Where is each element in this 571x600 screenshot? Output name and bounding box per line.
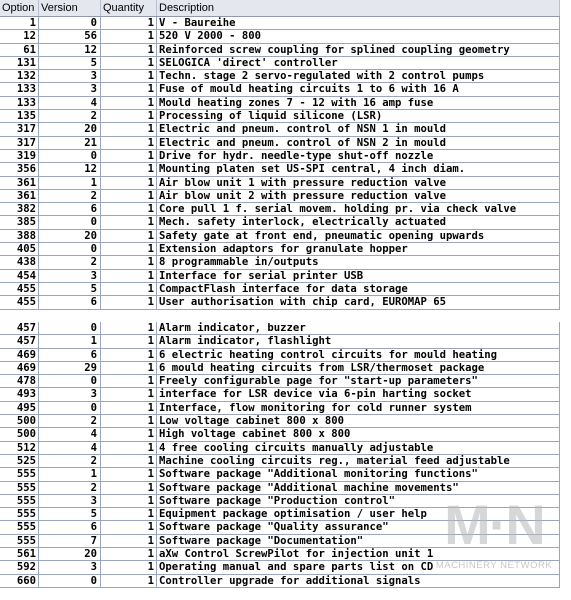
table-row[interactable] bbox=[0, 455, 560, 468]
column-header-quantity[interactable]: Quantity bbox=[101, 0, 157, 16]
quantity-cell: 1 bbox=[101, 322, 157, 334]
table-row[interactable] bbox=[0, 402, 560, 415]
table-row[interactable] bbox=[0, 216, 560, 229]
option-cell: 561 bbox=[0, 548, 39, 560]
description-cell: Controller upgrade for additional signals bbox=[157, 575, 560, 587]
description-cell: Operating manual and spare parts list on CD bbox=[157, 561, 560, 573]
option-cell: 455 bbox=[0, 296, 39, 308]
table-row[interactable] bbox=[0, 177, 560, 190]
quantity-cell: 1 bbox=[101, 57, 157, 69]
description-cell: Interface, flow monitoring for cold runner system bbox=[157, 402, 560, 414]
version-cell: 20 bbox=[39, 123, 101, 135]
description-cell: Mould heating zones 7 - 12 with 16 amp fuse bbox=[157, 97, 560, 109]
version-cell: 5 bbox=[39, 508, 101, 520]
quantity-cell: 1 bbox=[101, 216, 157, 228]
table-row[interactable] bbox=[0, 388, 560, 401]
option-cell: 555 bbox=[0, 521, 39, 533]
option-cell: 61 bbox=[0, 44, 39, 56]
description-cell: High voltage cabinet 800 x 800 bbox=[157, 428, 560, 440]
description-cell: Fuse of mould heating circuits 1 to 6 with 16 A bbox=[157, 83, 560, 95]
description-cell: Interface for serial printer USB bbox=[157, 270, 560, 282]
version-cell: 6 bbox=[39, 203, 101, 215]
quantity-cell: 1 bbox=[101, 455, 157, 467]
version-cell: 3 bbox=[39, 83, 101, 95]
option-cell: 555 bbox=[0, 535, 39, 547]
quantity-cell: 1 bbox=[101, 123, 157, 135]
description-cell: V - Baureihe bbox=[157, 17, 560, 29]
table-row[interactable] bbox=[0, 468, 560, 481]
table-row[interactable] bbox=[0, 561, 560, 574]
quantity-cell: 1 bbox=[101, 137, 157, 149]
option-cell: 132 bbox=[0, 70, 39, 82]
description-cell: Electric and pneum. control of NSN 2 in mould bbox=[157, 137, 560, 149]
option-cell: 382 bbox=[0, 203, 39, 215]
option-cell: 135 bbox=[0, 110, 39, 122]
description-cell: 4 free cooling circuits manually adjustable bbox=[157, 442, 560, 454]
version-cell: 0 bbox=[39, 216, 101, 228]
version-cell: 0 bbox=[39, 575, 101, 587]
description-cell: Mech. safety interlock, electrically actuated bbox=[157, 216, 560, 228]
table-row[interactable] bbox=[0, 415, 560, 428]
description-cell: Software package "Quality assurance" bbox=[157, 521, 560, 533]
table-row[interactable] bbox=[0, 575, 560, 588]
version-cell: 20 bbox=[39, 548, 101, 560]
description-cell: Software package "Additional machine movements" bbox=[157, 482, 560, 494]
quantity-cell: 1 bbox=[101, 495, 157, 507]
table-row[interactable] bbox=[0, 30, 560, 43]
option-cell: 356 bbox=[0, 163, 39, 175]
version-cell: 1 bbox=[39, 335, 101, 347]
option-cell: 133 bbox=[0, 97, 39, 109]
table-row[interactable] bbox=[0, 150, 560, 163]
watermark-text: MACHINERY NETWORK bbox=[435, 560, 553, 571]
table-row[interactable] bbox=[0, 203, 560, 216]
quantity-cell: 1 bbox=[101, 283, 157, 295]
table-row[interactable] bbox=[0, 110, 560, 123]
option-cell: 317 bbox=[0, 123, 39, 135]
version-cell: 12 bbox=[39, 44, 101, 56]
version-cell: 29 bbox=[39, 362, 101, 374]
version-cell: 56 bbox=[39, 30, 101, 42]
description-cell: Drive for hydr. needle-type shut-off nozzle bbox=[157, 150, 560, 162]
option-cell: 478 bbox=[0, 375, 39, 387]
quantity-cell: 1 bbox=[101, 415, 157, 427]
version-cell: 3 bbox=[39, 495, 101, 507]
table-row[interactable] bbox=[0, 335, 560, 348]
column-header-description[interactable]: Description bbox=[157, 0, 560, 16]
quantity-cell: 1 bbox=[101, 70, 157, 82]
quantity-cell: 1 bbox=[101, 243, 157, 255]
table-row[interactable] bbox=[0, 17, 560, 30]
version-cell: 12 bbox=[39, 163, 101, 175]
table-row[interactable] bbox=[0, 270, 560, 283]
option-cell: 500 bbox=[0, 428, 39, 440]
table-separator bbox=[0, 315, 571, 322]
column-header-option[interactable]: Option bbox=[0, 0, 39, 16]
quantity-cell: 1 bbox=[101, 30, 157, 42]
description-cell: User authorisation with chip card, EUROMAP 65 bbox=[157, 296, 560, 308]
quantity-cell: 1 bbox=[101, 349, 157, 361]
option-cell: 361 bbox=[0, 190, 39, 202]
option-cell: 12 bbox=[0, 30, 39, 42]
quantity-cell: 1 bbox=[101, 83, 157, 95]
options-table-bottom bbox=[0, 322, 560, 588]
table-row[interactable] bbox=[0, 428, 560, 441]
description-cell: Equipment package optimisation / user help bbox=[157, 508, 560, 520]
table-row[interactable] bbox=[0, 57, 560, 70]
version-cell: 3 bbox=[39, 561, 101, 573]
version-cell: 0 bbox=[39, 17, 101, 29]
description-cell: Alarm indicator, buzzer bbox=[157, 322, 560, 334]
quantity-cell: 1 bbox=[101, 442, 157, 454]
table-row[interactable] bbox=[0, 190, 560, 203]
table-row[interactable] bbox=[0, 83, 560, 96]
option-cell: 438 bbox=[0, 256, 39, 268]
option-cell: 495 bbox=[0, 402, 39, 414]
description-cell: Alarm indicator, flashlight bbox=[157, 335, 560, 347]
quantity-cell: 1 bbox=[101, 296, 157, 308]
table-row[interactable] bbox=[0, 296, 560, 309]
quantity-cell: 1 bbox=[101, 508, 157, 520]
description-cell: Core pull 1 f. serial movem. holding pr. via check valve bbox=[157, 203, 560, 215]
description-cell: Reinforced screw coupling for splined coupling geometry bbox=[157, 44, 560, 56]
quantity-cell: 1 bbox=[101, 110, 157, 122]
table-row[interactable] bbox=[0, 521, 560, 534]
table-row[interactable] bbox=[0, 44, 560, 57]
description-cell: Processing of liquid silicone (LSR) bbox=[157, 110, 560, 122]
version-cell: 3 bbox=[39, 70, 101, 82]
option-cell: 385 bbox=[0, 216, 39, 228]
table-header bbox=[0, 0, 560, 17]
version-cell: 2 bbox=[39, 482, 101, 494]
table-row[interactable] bbox=[0, 508, 560, 521]
version-cell: 0 bbox=[39, 402, 101, 414]
option-cell: 555 bbox=[0, 468, 39, 480]
option-cell: 555 bbox=[0, 495, 39, 507]
version-cell: 0 bbox=[39, 375, 101, 387]
version-cell: 0 bbox=[39, 243, 101, 255]
option-cell: 525 bbox=[0, 455, 39, 467]
option-cell: 500 bbox=[0, 415, 39, 427]
quantity-cell: 1 bbox=[101, 17, 157, 29]
description-cell: 520 V 2000 - 800 bbox=[157, 30, 560, 42]
quantity-cell: 1 bbox=[101, 428, 157, 440]
table-row[interactable] bbox=[0, 495, 560, 508]
description-cell: Software package "Documentation" bbox=[157, 535, 560, 547]
quantity-cell: 1 bbox=[101, 203, 157, 215]
option-cell: 457 bbox=[0, 322, 39, 334]
quantity-cell: 1 bbox=[101, 230, 157, 242]
version-cell: 3 bbox=[39, 388, 101, 400]
version-cell: 5 bbox=[39, 283, 101, 295]
version-cell: 4 bbox=[39, 97, 101, 109]
version-cell: 1 bbox=[39, 468, 101, 480]
option-cell: 319 bbox=[0, 150, 39, 162]
quantity-cell: 1 bbox=[101, 548, 157, 560]
description-cell: interface for LSR device via 6-pin harting socket bbox=[157, 388, 560, 400]
description-cell: Techn. stage 2 servo-regulated with 2 control pumps bbox=[157, 70, 560, 82]
version-cell: 6 bbox=[39, 349, 101, 361]
option-cell: 592 bbox=[0, 561, 39, 573]
quantity-cell: 1 bbox=[101, 535, 157, 547]
table-row[interactable] bbox=[0, 283, 560, 296]
table-row[interactable] bbox=[0, 349, 560, 362]
quantity-cell: 1 bbox=[101, 190, 157, 202]
description-cell: SELOGICA 'direct' controller bbox=[157, 57, 560, 69]
option-cell: 317 bbox=[0, 137, 39, 149]
version-cell: 21 bbox=[39, 137, 101, 149]
table-row[interactable] bbox=[0, 548, 560, 561]
description-cell: Electric and pneum. control of NSN 1 in mould bbox=[157, 123, 560, 135]
option-cell: 555 bbox=[0, 508, 39, 520]
version-cell: 3 bbox=[39, 270, 101, 282]
option-cell: 361 bbox=[0, 177, 39, 189]
description-cell: Air blow unit 1 with pressure reduction valve bbox=[157, 177, 560, 189]
version-cell: 2 bbox=[39, 256, 101, 268]
version-cell: 1 bbox=[39, 177, 101, 189]
option-cell: 133 bbox=[0, 83, 39, 95]
description-cell: Software package "Additional monitoring functions" bbox=[157, 468, 560, 480]
quantity-cell: 1 bbox=[101, 163, 157, 175]
description-cell: aXw Control ScrewPilot for injection unit 1 bbox=[157, 548, 560, 560]
table-body-bottom bbox=[0, 322, 560, 588]
quantity-cell: 1 bbox=[101, 97, 157, 109]
option-cell: 454 bbox=[0, 270, 39, 282]
description-cell: Software package "Production control" bbox=[157, 495, 560, 507]
description-cell: 6 electric heating control circuits for mould heating bbox=[157, 349, 560, 361]
option-cell: 388 bbox=[0, 230, 39, 242]
table-row[interactable] bbox=[0, 163, 560, 176]
quantity-cell: 1 bbox=[101, 575, 157, 587]
description-cell: 8 programmable in/outputs bbox=[157, 256, 560, 268]
version-cell: 4 bbox=[39, 428, 101, 440]
description-cell: CompactFlash interface for data storage bbox=[157, 283, 560, 295]
description-cell: Low voltage cabinet 800 x 800 bbox=[157, 415, 560, 427]
table-body-top bbox=[0, 17, 560, 310]
version-cell: 2 bbox=[39, 110, 101, 122]
option-cell: 457 bbox=[0, 335, 39, 347]
table-row[interactable] bbox=[0, 137, 560, 150]
option-cell: 405 bbox=[0, 243, 39, 255]
quantity-cell: 1 bbox=[101, 375, 157, 387]
option-cell: 469 bbox=[0, 362, 39, 374]
table-row[interactable] bbox=[0, 123, 560, 136]
description-cell: Freely configurable page for "start-up parameters" bbox=[157, 375, 560, 387]
watermark-mark: M·N bbox=[444, 493, 544, 556]
description-cell: Machine cooling circuits reg., material feed adjustable bbox=[157, 455, 560, 467]
version-cell: 7 bbox=[39, 535, 101, 547]
description-cell: Extension adaptors for granulate hopper bbox=[157, 243, 560, 255]
option-cell: 660 bbox=[0, 575, 39, 587]
quantity-cell: 1 bbox=[101, 482, 157, 494]
table-row[interactable] bbox=[0, 322, 560, 335]
option-cell: 512 bbox=[0, 442, 39, 454]
quantity-cell: 1 bbox=[101, 150, 157, 162]
quantity-cell: 1 bbox=[101, 270, 157, 282]
table-row[interactable] bbox=[0, 442, 560, 455]
version-cell: 20 bbox=[39, 230, 101, 242]
quantity-cell: 1 bbox=[101, 256, 157, 268]
quantity-cell: 1 bbox=[101, 335, 157, 347]
option-cell: 493 bbox=[0, 388, 39, 400]
option-cell: 469 bbox=[0, 349, 39, 361]
description-cell: Air blow unit 2 with pressure reduction valve bbox=[157, 190, 560, 202]
quantity-cell: 1 bbox=[101, 44, 157, 56]
version-cell: 2 bbox=[39, 190, 101, 202]
column-header-version[interactable]: Version bbox=[39, 0, 101, 16]
option-cell: 455 bbox=[0, 283, 39, 295]
version-cell: 5 bbox=[39, 57, 101, 69]
quantity-cell: 1 bbox=[101, 362, 157, 374]
version-cell: 2 bbox=[39, 455, 101, 467]
table-row[interactable] bbox=[0, 70, 560, 83]
table-row[interactable] bbox=[0, 362, 560, 375]
table-row[interactable] bbox=[0, 482, 560, 495]
table-row[interactable] bbox=[0, 256, 560, 269]
table-row[interactable] bbox=[0, 375, 560, 388]
option-cell: 1 bbox=[0, 17, 39, 29]
version-cell: 6 bbox=[39, 521, 101, 533]
version-cell: 2 bbox=[39, 415, 101, 427]
version-cell: 0 bbox=[39, 150, 101, 162]
table-row[interactable] bbox=[0, 230, 560, 243]
quantity-cell: 1 bbox=[101, 388, 157, 400]
description-cell: Mounting platen set US-SPI central, 4 inch diam. bbox=[157, 163, 560, 175]
table-row[interactable] bbox=[0, 97, 560, 110]
description-cell: 6 mould heating circuits from LSR/thermoset package bbox=[157, 362, 560, 374]
table-row[interactable] bbox=[0, 243, 560, 256]
version-cell: 4 bbox=[39, 442, 101, 454]
version-cell: 0 bbox=[39, 322, 101, 334]
quantity-cell: 1 bbox=[101, 402, 157, 414]
table-row[interactable] bbox=[0, 535, 560, 548]
quantity-cell: 1 bbox=[101, 561, 157, 573]
version-cell: 6 bbox=[39, 296, 101, 308]
quantity-cell: 1 bbox=[101, 177, 157, 189]
description-cell: Safety gate at front end, pneumatic opening upwards bbox=[157, 230, 560, 242]
option-cell: 555 bbox=[0, 482, 39, 494]
quantity-cell: 1 bbox=[101, 468, 157, 480]
option-cell: 131 bbox=[0, 57, 39, 69]
quantity-cell: 1 bbox=[101, 521, 157, 533]
